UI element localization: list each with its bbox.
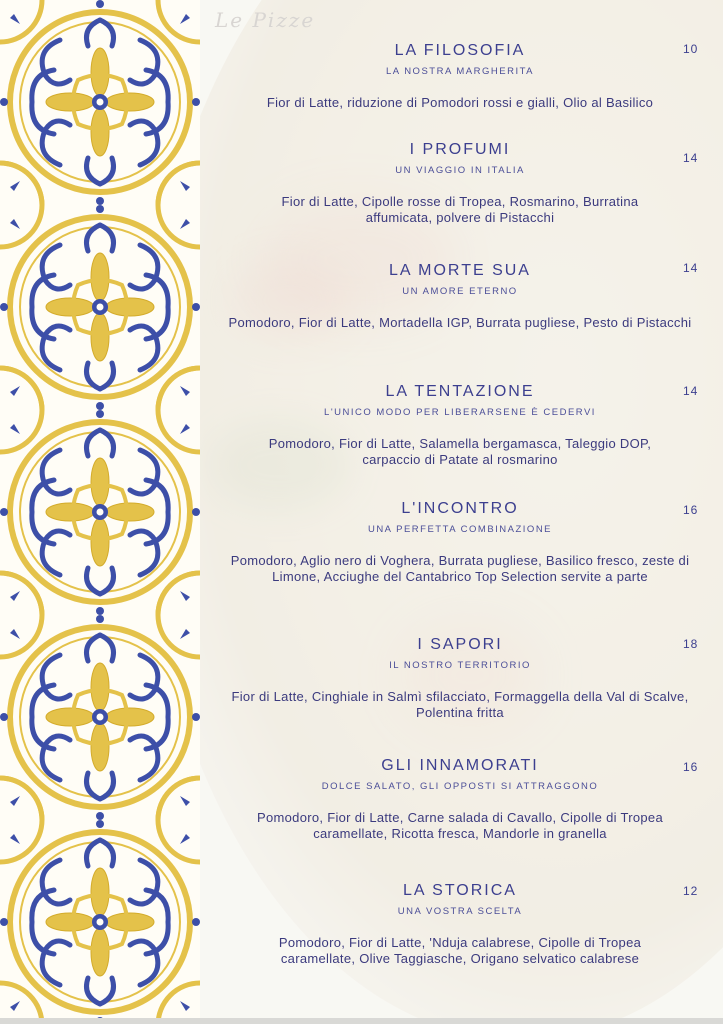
menu-item [220, 141, 700, 226]
menu-item [220, 500, 700, 585]
menu-item [220, 262, 700, 331]
pizza-price: 14 [683, 151, 699, 165]
pizza-price: 14 [683, 384, 699, 398]
pizza-name: I SAPORI [417, 636, 503, 653]
menu-section-title: Le Pizze [215, 8, 316, 32]
pizza-ingredients: Fior di Latte, Cinghiale in Salmì sfilacciato, Formaggella della Val di Scalve, Polentina fritta [231, 689, 689, 720]
pizza-price: 18 [683, 637, 699, 651]
pizza-price: 16 [683, 503, 699, 517]
tile-pattern [0, 0, 200, 1024]
pizza-name: GLI INNAMORATI [381, 757, 539, 774]
pizza-name: LA MORTE SUA [389, 262, 531, 279]
menu-item [220, 42, 700, 111]
pizza-name: LA TENTAZIONE [385, 383, 535, 400]
pizza-tagline: DOLCE SALATO, GLI OPPOSTI SI ATTRAGGONO [321, 781, 599, 792]
pizza-tagline: UNA PERFETTA COMBINAZIONE [367, 524, 553, 535]
pizza-name: L'INCONTRO [401, 500, 519, 517]
majolica-tile-border [0, 0, 200, 1024]
pizza-tagline: L'UNICO MODO PER LIBERARSENE È CEDERVI [324, 407, 596, 418]
pizza-tagline: UN VIAGGIO IN ITALIA [395, 165, 525, 176]
pizza-ingredients: Pomodoro, Fior di Latte, Mortadella IGP, Burrata pugliese, Pesto di Pistacchi [228, 315, 692, 330]
pizza-price: 12 [683, 884, 699, 898]
pizza-price: 14 [683, 261, 699, 275]
pizza-price: 10 [683, 42, 699, 56]
pizza-name: LA STORICA [403, 882, 517, 899]
pizza-ingredients: Pomodoro, Fior di Latte, Salamella bergamasca, Taleggio DOP, carpaccio di Patate al rosmarino [268, 436, 652, 467]
page-bottom-edge [0, 1018, 723, 1024]
pizza-ingredients: Pomodoro, Aglio nero di Voghera, Burrata pugliese, Basilico fresco, zeste di Limone, Acciughe del Cantabrico Top Selection servite a parte [230, 553, 690, 584]
menu-item [220, 882, 700, 967]
pizza-price: 16 [683, 760, 699, 774]
pizza-ingredients: Pomodoro, Fior di Latte, Carne salada di Cavallo, Cipolle di Tropea caramellate, Ricotta fresca, Mandorle in granella [257, 810, 663, 841]
menu-item [220, 636, 700, 721]
pizza-ingredients: Pomodoro, Fior di Latte, 'Nduja calabrese, Cipolle di Tropea caramellate, Olive Taggiasche, Origano selvatico calabrese [278, 935, 642, 966]
pizza-tagline: UNA VOSTRA SCELTA [397, 906, 523, 917]
pizza-name: I PROFUMI [409, 141, 511, 158]
menu-item [220, 383, 700, 468]
pizza-tagline: IL NOSTRO TERRITORIO [389, 660, 531, 671]
pizza-tagline: UN AMORE ETERNO [402, 286, 518, 297]
menu-item [220, 757, 700, 842]
pizza-tagline: LA NOSTRA MARGHERITA [385, 66, 535, 77]
pizza-name: LA FILOSOFIA [394, 42, 526, 59]
pizza-ingredients: Fior di Latte, Cipolle rosse di Tropea, Rosmarino, Burratina affumicata, polvere di Pistacchi [281, 194, 639, 225]
pizza-ingredients: Fior di Latte, riduzione di Pomodori rossi e gialli, Olio al Basilico [266, 95, 654, 110]
